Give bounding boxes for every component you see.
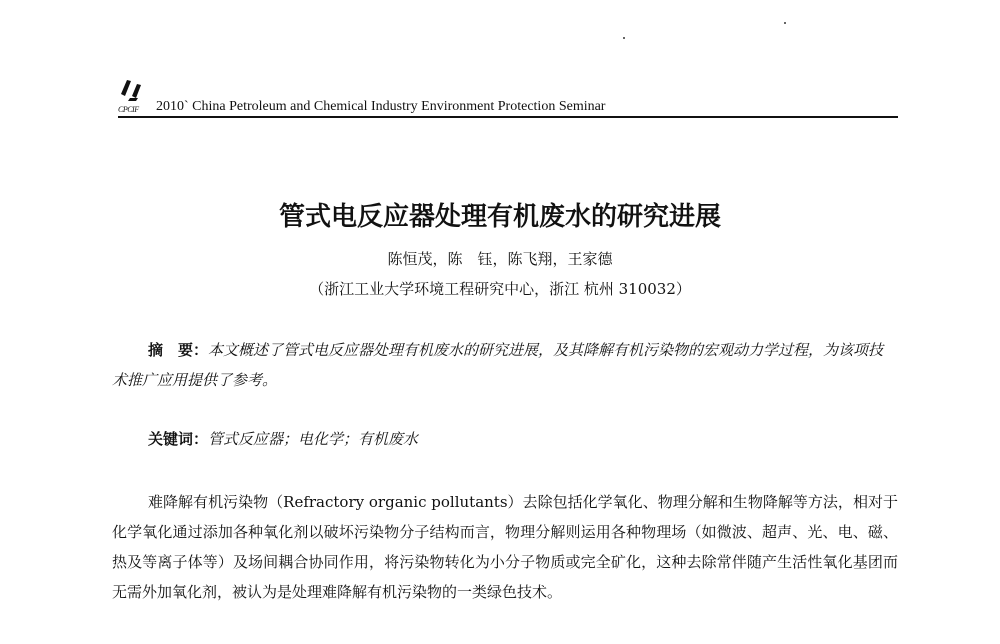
keywords [148,428,418,449]
abstract [112,335,898,395]
paper-title: 管式电反应器处理有机废水的研究进展 [278,202,721,232]
abstract-text: 本文概述了管式电反应器处理有机废水的研究进展，及其降解有机污染物的宏观动力学过程，为该项技术推广应用提供了参考。 [112,341,884,389]
cpcif-logo [118,76,148,116]
scan-speck [784,22,786,24]
scan-speck [623,37,625,39]
keywords-label: 关键词： [148,430,209,448]
seminar-title: 2010` China Petroleum and Chemical Industry Environment Protection Seminar [156,99,606,114]
abstract-label: 摘 要： [148,341,209,359]
affiliation: （浙江工业大学环境工程研究中心，浙江 杭州 310032） [309,280,691,298]
author-list: 陈恒茂，陈 钰，陈飞翔，王家德 [387,250,613,268]
logo-text: CPCIF [118,105,139,114]
body-paragraph: 难降解有机污染物（Refractory organic pollutants）去除包括化学氧化、物理分解和生物降解等方法，相对于化学氧化通过添加各种氧化剂以破坏污染物分子结构而言，物理分解则运用各种物理场（如微波、超声、光、电、磁、热及等离子体等）及场间耦合协同作用，将污染物转化为小分子物质或完全矿化，这种去除常伴随产生活性氧化基团而无需外加氧化剂，被认为是处理难降解有机污染物的一类绿色技术。 [112,493,898,601]
keywords-text: 管式反应器；电化学；有机废水 [208,430,419,448]
header-rule [118,116,898,118]
page-header [118,72,898,122]
logo-mark-icon [118,76,146,102]
